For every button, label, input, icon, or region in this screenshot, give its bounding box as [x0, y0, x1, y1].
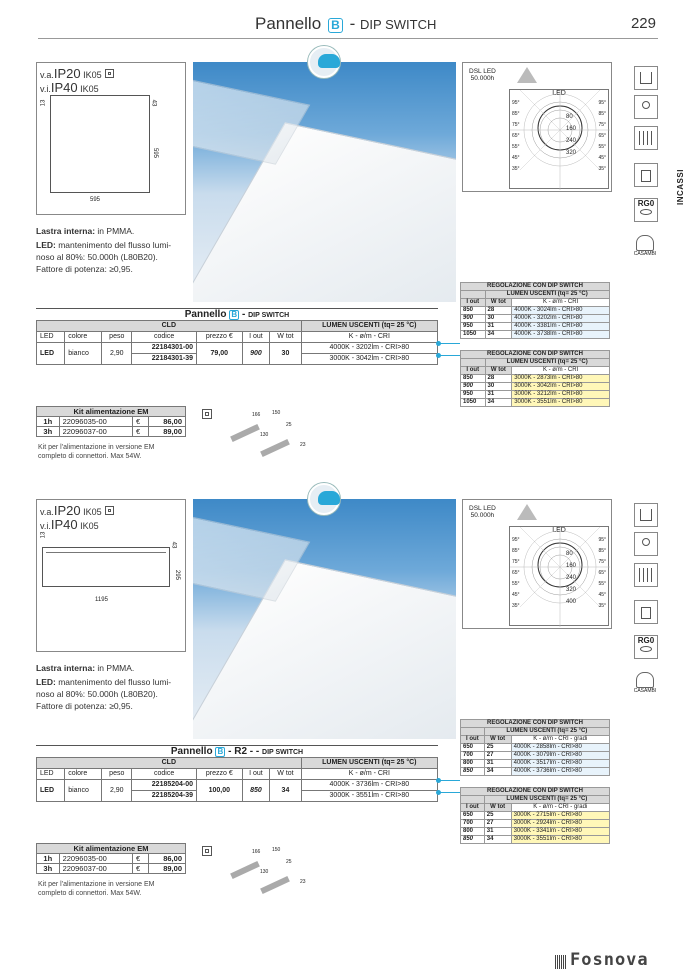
dsl-ring-label: 400: [566, 599, 577, 605]
dsl-led-label: LED: [552, 527, 566, 534]
table-cell-iout: 900: [242, 343, 270, 365]
connector-line: [438, 343, 460, 344]
dsl-ring-label: 240: [566, 575, 577, 581]
dip-wtot: 31: [484, 760, 511, 768]
col-header: prezzo €: [197, 769, 243, 780]
table-cell-colore: bianco: [65, 780, 102, 802]
page-title: Pannello B - DIP SWITCH: [255, 14, 437, 33]
dip-iout: 950: [461, 391, 486, 399]
dip-iout: 900: [461, 383, 486, 391]
table-cell-led: LED: [37, 780, 65, 802]
em-kit-table: Kit alimentazione EM 1h 22096035-00 € 86,00 3h 22096037-00 € 89,00: [36, 406, 186, 437]
dsl-angle-label: 85°: [512, 548, 520, 554]
dim-label: 595: [90, 197, 101, 203]
class-ii-icon: [202, 846, 212, 856]
lumen-header: LUMEN USCENTI (tq= 25 °C): [301, 321, 437, 332]
dip-iout: 1050: [461, 331, 486, 339]
connector-dot: [436, 353, 441, 358]
dip-lumen: 4000K - 2858lm - CRI>80: [511, 744, 609, 752]
ip-rating-b: v.i.IP40 IK05: [40, 80, 99, 95]
b-logo-icon: B: [229, 310, 239, 320]
ceiling-grid-icon: [634, 126, 658, 150]
dip-lumen: 3000K - 3212lm - CRI>80: [512, 391, 610, 399]
connector-dot: [436, 778, 441, 783]
col-header: peso: [102, 332, 132, 343]
brand-mark-icon: [555, 955, 567, 969]
b-logo-icon: B: [215, 747, 225, 757]
casambi-icon: CASAMBI: [630, 235, 660, 263]
dsl-ring-label: 160: [566, 563, 577, 569]
dip-table-4000k: REGOLAZIONE CON DIP SWITCH LUMEN USCENTI (tq= 25 °C) I out W tot K - ø/m - CRI - gradi 650 25 4000K - 2858lm - CRI>80 700 27 4000K - 3079lm - CRI>80 800 31 4000K - 3517lm - CRI>80 850 34 4000K - 3736lm - CRI>80: [460, 719, 610, 776]
dip-lumen: 4000K - 3202lm - CRI>80: [512, 315, 610, 323]
luminaire-cone-icon: [517, 67, 537, 83]
class-ii-icon: [105, 69, 114, 78]
dip-lumen: 3000K - 3341lm - CRI>80: [511, 828, 609, 836]
dsl-angle-label: 65°: [598, 570, 606, 576]
table-cell-peso: 2,90: [102, 343, 132, 365]
dsl-angle-label: 35°: [512, 603, 520, 609]
rg0-icon: RG0: [634, 635, 658, 659]
dip-wtot: 27: [484, 820, 511, 828]
ip-rating-a: v.a.IP20 IK05: [40, 503, 102, 518]
dsl-angle-label: 75°: [512, 122, 520, 128]
brand-logo: Fosnova: [570, 950, 649, 970]
dsl-angle-label: 95°: [598, 100, 606, 106]
dip-wtot: 30: [485, 315, 512, 323]
dip-table-3000k: REGOLAZIONE CON DIP SWITCH LUMEN USCENTI (tq= 25 °C) I out W tot K - ø/m - CRI - gradi 650 25 3000K - 2715lm - CRI>80 700 27 3000K - 2924lm - CRI>80 800 31 3000K - 3341lm - CRI>80 850 34 3000K - 3551lm - CRI>80: [460, 787, 610, 844]
dsl-angle-label: 35°: [598, 603, 606, 609]
recessed-mount-icon: [634, 66, 658, 90]
table-cell-codice: 22185204-39: [132, 791, 197, 802]
em-kit-sketch: 166 150 25 130 23: [220, 847, 310, 907]
main-table-wrap: [36, 745, 438, 802]
dsl-angle-label: 35°: [598, 166, 606, 172]
dsl-angle-label: 55°: [598, 581, 606, 587]
product-table: [36, 320, 438, 365]
product-table: [36, 757, 438, 802]
dip-lumen: 4000K - 3736lm - CRI>80: [511, 768, 609, 776]
dip-lumen: 4000K - 3024lm - CRI>80: [512, 307, 610, 315]
col-header: LED: [37, 769, 65, 780]
dip-wtot: 31: [484, 828, 511, 836]
dip-wtot: 28: [485, 375, 512, 383]
dim-label: 13: [40, 99, 47, 107]
col-header: W tot: [270, 769, 301, 780]
product-section-2: [0, 437, 700, 924]
dsl-angle-label: 45°: [512, 155, 520, 161]
dsl-ring-label: 320: [566, 587, 577, 593]
ip-rating-a: v.a.IP20 IK05: [40, 66, 102, 81]
dip-wtot: 31: [485, 323, 512, 331]
dip-lumen: 3000K - 3551lm - CRI>80: [512, 399, 610, 407]
mounting-clip-icon: [634, 163, 658, 187]
page-number: 229: [630, 15, 656, 32]
dip-wtot: 27: [484, 752, 511, 760]
dsl-angle-label: 85°: [598, 111, 606, 117]
dip-switch-lamp-icon: [308, 483, 340, 515]
dip-iout: 950: [461, 323, 486, 331]
dim-label: 1195: [95, 597, 108, 603]
dsl-angle-label: 55°: [512, 144, 520, 150]
dsl-angle-label: 75°: [512, 559, 520, 565]
dip-table-3000k: REGOLAZIONE CON DIP SWITCH LUMEN USCENTI (tq= 25 °C) I out W tot K - ø/m - CRI 850 28 3000K - 2873lm - CRI>80 900 30 3000K - 3042lm - CRI>80 950 31 3000K - 3212lm - CRI>80 1050 34 3000K - 3551lm - CRI>80: [460, 350, 610, 407]
table-cell-peso: 2,90: [102, 780, 132, 802]
dip-iout: 800: [461, 760, 485, 768]
dsl-angle-label: 55°: [512, 581, 520, 587]
dip-iout: 700: [461, 820, 485, 828]
table-cell-lumen: 4000K - 3202lm - CRI>80: [301, 343, 437, 354]
table-cell-lumen: 4000K - 3736lm - CRI>80: [301, 780, 437, 791]
main-table-title: Pannello B - DIP SWITCH: [36, 308, 438, 320]
panel-drawing-square: [50, 95, 150, 193]
dip-iout: 850: [461, 375, 486, 383]
em-kit-note: Kit per l'alimentazione in versione EM completo di connettori. Max 54W.: [38, 881, 155, 897]
dsl-angle-label: 35°: [512, 166, 520, 172]
dip-lumen: 4000K - 3381lm - CRI>80: [512, 323, 610, 331]
dsl-angle-label: 95°: [512, 537, 520, 543]
dip-wtot: 28: [485, 307, 512, 315]
dsl-title: DSL LED 50.000h: [469, 68, 496, 82]
table-cell-colore: bianco: [65, 343, 102, 365]
em-kit-note: Kit per l'alimentazione in versione EM completo di connettori. Max 54W.: [38, 444, 155, 460]
dip-lumen: 4000K - 3738lm - CRI>80: [512, 331, 610, 339]
table-cell-codice: 22184301-00: [132, 343, 197, 354]
dsl-led-box: [462, 62, 612, 192]
cld-header: CLD: [37, 321, 302, 332]
connector-dot: [436, 790, 441, 795]
dip-switch-lamp-icon: [308, 46, 340, 78]
col-header: K - ø/m - CRI: [301, 769, 437, 780]
dsl-ring-label: 240: [566, 138, 577, 144]
panel-drawing-long: [42, 547, 170, 587]
table-cell-wtot: 30: [270, 343, 301, 365]
dsl-angle-label: 65°: [512, 570, 520, 576]
dip-wtot: 34: [484, 836, 511, 844]
dip-lumen: 3000K - 2873lm - CRI>80: [512, 375, 610, 383]
dsl-angle-label: 75°: [598, 122, 606, 128]
dip-iout: 850: [461, 768, 485, 776]
casambi-icon: CASAMBI: [630, 672, 660, 700]
dim-label: 595: [152, 147, 159, 159]
install-person-icon: [634, 532, 658, 556]
luminaire-cone-icon: [517, 504, 537, 520]
dip-table-4000k: REGOLAZIONE CON DIP SWITCH LUMEN USCENTI (tq= 25 °C) I out W tot K - ø/m - CRI 850 28 4000K - 3024lm - CRI>80 900 30 4000K - 3202lm - CRI>80 950 31 4000K - 3381lm - CRI>80 1050 34 4000K - 3738lm - CRI>80: [460, 282, 610, 339]
table-cell-prezzo: 100,00: [197, 780, 243, 802]
mounting-clip-icon: [634, 600, 658, 624]
dip-lumen: 3000K - 2924lm - CRI>80: [511, 820, 609, 828]
ip-rating-b: v.i.IP40 IK05: [40, 517, 99, 532]
dsl-angle-label: 85°: [512, 111, 520, 117]
col-header: LED: [37, 332, 65, 343]
recessed-mount-icon: [634, 503, 658, 527]
dip-wtot: 34: [484, 768, 511, 776]
cld-header: CLD: [37, 758, 302, 769]
dim-label: 13: [40, 531, 47, 539]
polar-grid: [510, 90, 610, 190]
dsl-angle-label: 55°: [598, 144, 606, 150]
dip-wtot: 30: [485, 383, 512, 391]
dsl-angle-label: 75°: [598, 559, 606, 565]
dip-iout: 650: [461, 744, 485, 752]
dip-wtot: 25: [484, 744, 511, 752]
dsl-angle-label: 95°: [512, 100, 520, 106]
dip-lumen: 4000K - 3079lm - CRI>80: [511, 752, 609, 760]
dsl-ring-label: 80: [566, 114, 573, 120]
dim-label: 43: [150, 99, 157, 107]
table-cell-codice: 22184301-39: [132, 354, 197, 365]
product-description: Lastra interna: in PMMA. LED: mantenimento del flusso lumi- noso al 80%: 50.000h (L80B20). Fattore di potenza: ≥0,95.: [36, 663, 172, 711]
main-table-title: Pannello B - R2 - - DIP SWITCH: [36, 745, 438, 757]
class-ii-icon: [202, 409, 212, 419]
table-cell-lumen: 3000K - 3551lm - CRI>80: [301, 791, 437, 802]
dip-lumen: 3000K - 2715lm - CRI>80: [511, 812, 609, 820]
product-photo: [193, 62, 456, 302]
dsl-angle-label: 45°: [598, 592, 606, 598]
table-cell-lumen: 3000K - 3042lm - CRI>80: [301, 354, 437, 365]
dip-iout: 650: [461, 812, 485, 820]
col-header: peso: [102, 769, 132, 780]
dsl-angle-label: 85°: [598, 548, 606, 554]
main-table-wrap: [36, 308, 438, 365]
dip-wtot: 25: [484, 812, 511, 820]
col-header: K - ø/m - CRI: [301, 332, 437, 343]
col-header: I out: [242, 332, 270, 343]
dsl-led-label: LED: [552, 90, 566, 97]
col-header: colore: [65, 332, 102, 343]
side-tab: INCASSI: [676, 169, 685, 205]
em-kit-table: Kit alimentazione EM 1h 22096035-00 € 86,00 3h 22096037-00 € 89,00: [36, 843, 186, 874]
col-header: I out: [242, 769, 270, 780]
dsl-title: DSL LED 50.000h: [469, 505, 496, 519]
dip-iout: 700: [461, 752, 485, 760]
dsl-angle-label: 45°: [512, 592, 520, 598]
product-section-1: [0, 0, 700, 487]
table-cell-codice: 22185204-00: [132, 780, 197, 791]
table-cell-iout: 850: [242, 780, 270, 802]
rg0-icon: RG0: [634, 198, 658, 222]
connector-line: [438, 780, 460, 781]
ceiling-grid-icon: [634, 563, 658, 587]
lumen-header: LUMEN USCENTI (tq= 25 °C): [301, 758, 437, 769]
dip-iout: 800: [461, 828, 485, 836]
col-header: colore: [65, 769, 102, 780]
dsl-angle-label: 65°: [598, 133, 606, 139]
table-cell-wtot: 34: [270, 780, 301, 802]
dim-label: 43: [170, 541, 177, 549]
dsl-led-box: [462, 499, 612, 629]
product-photo: [193, 499, 456, 739]
dip-wtot: 31: [485, 391, 512, 399]
connector-line: [438, 355, 460, 356]
dip-iout: 900: [461, 315, 486, 323]
dip-iout: 850: [461, 307, 486, 315]
dip-wtot: 34: [485, 331, 512, 339]
polar-grid: [510, 527, 610, 627]
col-header: codice: [132, 332, 197, 343]
em-kit-sketch: 166 150 25 130 23: [220, 410, 310, 470]
product-description: Lastra interna: in PMMA. LED: mantenimento del flusso lumi- noso al 80%: 50.000h (L80B20). Fattore di potenza: ≥0,95.: [36, 226, 172, 274]
install-person-icon: [634, 95, 658, 119]
class-ii-icon: [105, 506, 114, 515]
connector-dot: [436, 341, 441, 346]
dsl-ring-label: 320: [566, 150, 577, 156]
dip-lumen: 4000K - 3517lm - CRI>80: [511, 760, 609, 768]
dip-iout: 850: [461, 836, 485, 844]
dim-label: 295: [174, 569, 181, 581]
b-logo-icon: B: [328, 18, 343, 33]
polar-diagram: [509, 89, 609, 189]
dip-iout: 1050: [461, 399, 486, 407]
dsl-ring-label: 80: [566, 551, 573, 557]
dsl-ring-label: 160: [566, 126, 577, 132]
dip-lumen: 3000K - 3042lm - CRI>80: [512, 383, 610, 391]
table-cell-prezzo: 79,00: [197, 343, 243, 365]
col-header: prezzo €: [197, 332, 243, 343]
dsl-angle-label: 45°: [598, 155, 606, 161]
dip-lumen: 3000K - 3551lm - CRI>80: [511, 836, 609, 844]
dsl-angle-label: 65°: [512, 133, 520, 139]
dip-wtot: 34: [485, 399, 512, 407]
dsl-angle-label: 95°: [598, 537, 606, 543]
table-cell-led: LED: [37, 343, 65, 365]
connector-line: [438, 792, 460, 793]
col-header: W tot: [270, 332, 301, 343]
col-header: codice: [132, 769, 197, 780]
polar-diagram: [509, 526, 609, 626]
